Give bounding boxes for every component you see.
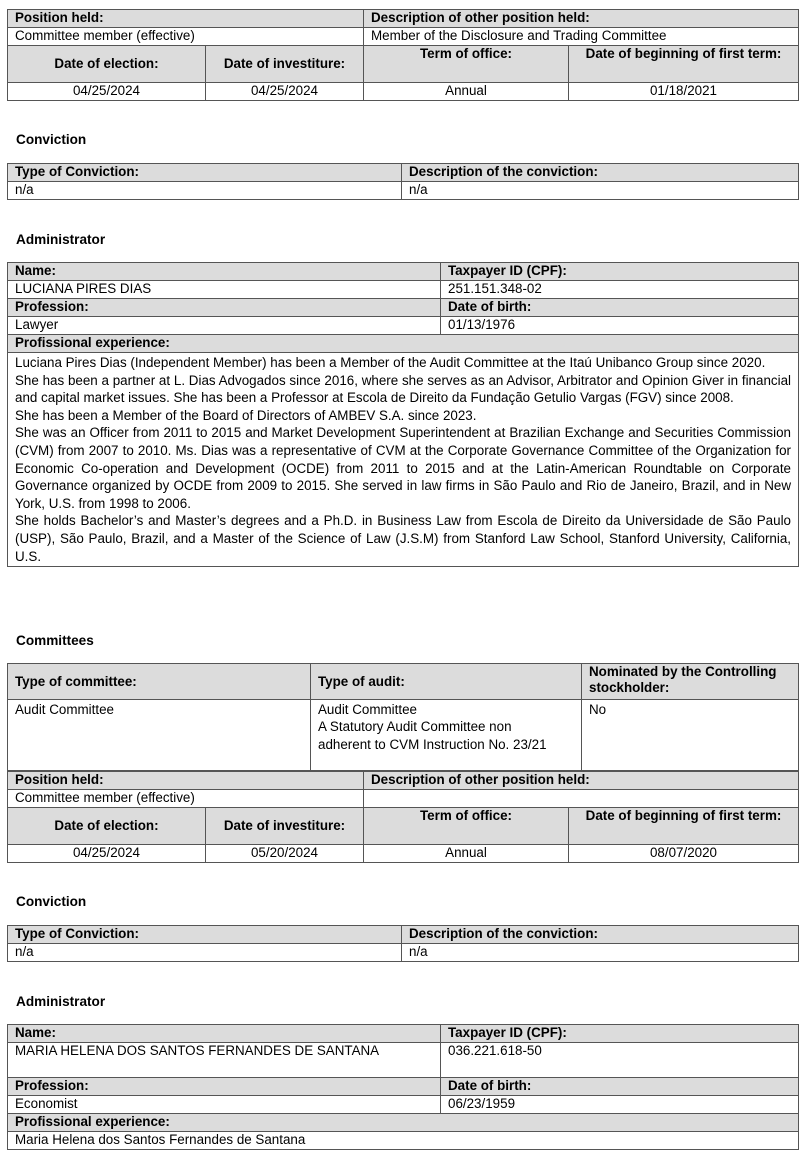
date-investiture-label: Date of investiture: xyxy=(206,46,364,83)
cpf-value: 036.221.618-50 xyxy=(441,1043,799,1078)
experience-text: Maria Helena dos Santos Fernandes de Santana xyxy=(8,1132,799,1150)
position-table-1 xyxy=(7,9,799,101)
committees-heading: Committees xyxy=(16,633,94,648)
other-position-value: Member of the Disclosure and Trading Committee xyxy=(364,28,799,46)
date-investiture-value: 04/25/2024 xyxy=(206,83,364,101)
name-label: Name: xyxy=(8,263,441,281)
conviction-table-2 xyxy=(7,925,799,962)
term-label: Term of office: xyxy=(364,808,569,845)
type-audit-value xyxy=(311,700,582,771)
conviction-table-1 xyxy=(7,163,799,200)
first-term-label: Date of beginning of first term: xyxy=(569,46,799,83)
type-audit-description: A Statutory Audit Committee non adherent to CVM Instruction No. 23/21 xyxy=(318,719,547,752)
name-value: MARIA HELENA DOS SANTOS FERNANDES DE SANTANA xyxy=(8,1043,441,1078)
type-audit-label: Type of audit: xyxy=(311,664,582,700)
conviction-heading: Conviction xyxy=(16,894,87,909)
experience-paragraph: Luciana Pires Dias (Independent Member) has been a Member of the Audit Committee at the Itaú Unibanco Group since 2020. xyxy=(15,355,766,370)
nominated-label: Nominated by the Controlling stockholder: xyxy=(582,664,799,700)
position-held-label: Position held: xyxy=(8,772,364,790)
term-value: Annual xyxy=(364,845,569,863)
dob-value: 01/13/1976 xyxy=(441,317,799,335)
date-election-label: Date of election: xyxy=(8,808,206,845)
dob-value: 06/23/1959 xyxy=(441,1096,799,1114)
experience-paragraph: She holds Bachelor’s and Master’s degrees and a Ph.D. in Business Law from Escola de Direito da Universidade de São Paulo (USP), São Paulo, Brazil, and a Master of the Science of Law (J.S.M) from Stanford Law School, Stanford University, California, U.S. xyxy=(15,513,791,564)
cpf-value: 251.151.348-02 xyxy=(441,281,799,299)
other-position-value xyxy=(364,790,799,808)
date-investiture-label: Date of investiture: xyxy=(206,808,364,845)
conviction-desc-label: Description of the conviction: xyxy=(402,926,799,944)
name-value: LUCIANA PIRES DIAS xyxy=(8,281,441,299)
experience-text xyxy=(8,353,799,567)
profession-label: Profession: xyxy=(8,1078,441,1096)
administrator-table-1 xyxy=(7,262,799,567)
first-term-value: 08/07/2020 xyxy=(569,845,799,863)
type-audit-name: Audit Committee xyxy=(318,702,417,717)
type-committee-value: Audit Committee xyxy=(8,700,311,771)
date-investiture-value: 05/20/2024 xyxy=(206,845,364,863)
date-election-value: 04/25/2024 xyxy=(8,83,206,101)
conviction-type-label: Type of Conviction: xyxy=(8,164,402,182)
profession-label: Profession: xyxy=(8,299,441,317)
experience-paragraph: She was an Officer from 2011 to 2015 and Market Development Superintendent at Brazilian Exchange and Securities Commission (CVM) from 2007 to 2010. Ms. Dias was a representative of CVM at the Corporate Governance Committee of the Organization for Economic Co-operation and Development (OCDE) from 2011 to 2015 and at the Latin-American Roundtable on Corporate Governance organized by OCDE from 2009 to 2015. She served in law firms in São Paulo and Rio de Janeiro, Brazil, and in New York, U.S. from 1998 to 2006. xyxy=(15,425,791,511)
date-election-label: Date of election: xyxy=(8,46,206,83)
administrator-heading: Administrator xyxy=(16,994,106,1009)
experience-paragraph: She has been a partner at L. Dias Advogados since 2016, where she serves as an Advisor, Arbitrator and Opinion Giver in financial and capital market issues. She has been a Professor at Escola de Direito da Fundação Getulio Vargas (FGV) since 2008. xyxy=(15,372,791,406)
term-label: Term of office: xyxy=(364,46,569,83)
conviction-type-label: Type of Conviction: xyxy=(8,926,402,944)
committees-table xyxy=(7,663,799,771)
first-term-label: Date of beginning of first term: xyxy=(569,808,799,845)
conviction-desc-label: Description of the conviction: xyxy=(402,164,799,182)
nominated-value: No xyxy=(582,700,799,771)
type-committee-label: Type of committee: xyxy=(8,664,311,700)
experience-paragraph: She has been a Member of the Board of Directors of AMBEV S.A. since 2023. xyxy=(15,407,477,423)
position-held-label: Position held: xyxy=(8,10,364,28)
dob-label: Date of birth: xyxy=(441,299,799,317)
conviction-desc-value: n/a xyxy=(402,944,799,962)
conviction-type-value: n/a xyxy=(8,944,402,962)
other-position-label: Description of other position held: xyxy=(364,772,799,790)
position-held-value: Committee member (effective) xyxy=(8,790,364,808)
administrator-heading: Administrator xyxy=(16,232,106,247)
conviction-heading: Conviction xyxy=(16,132,87,147)
profession-value: Economist xyxy=(8,1096,441,1114)
cpf-label: Taxpayer ID (CPF): xyxy=(441,263,799,281)
profession-value: Lawyer xyxy=(8,317,441,335)
position-held-value: Committee member (effective) xyxy=(8,28,364,46)
conviction-desc-value: n/a xyxy=(402,182,799,200)
dob-label: Date of birth: xyxy=(441,1078,799,1096)
term-value: Annual xyxy=(364,83,569,101)
experience-label: Profissional experience: xyxy=(8,1114,799,1132)
position-table-2 xyxy=(7,771,799,863)
cpf-label: Taxpayer ID (CPF): xyxy=(441,1025,799,1043)
conviction-type-value: n/a xyxy=(8,182,402,200)
experience-label: Profissional experience: xyxy=(8,335,799,353)
administrator-table-2 xyxy=(7,1024,799,1150)
name-label: Name: xyxy=(8,1025,441,1043)
first-term-value: 01/18/2021 xyxy=(569,83,799,101)
date-election-value: 04/25/2024 xyxy=(8,845,206,863)
other-position-label: Description of other position held: xyxy=(364,10,799,28)
